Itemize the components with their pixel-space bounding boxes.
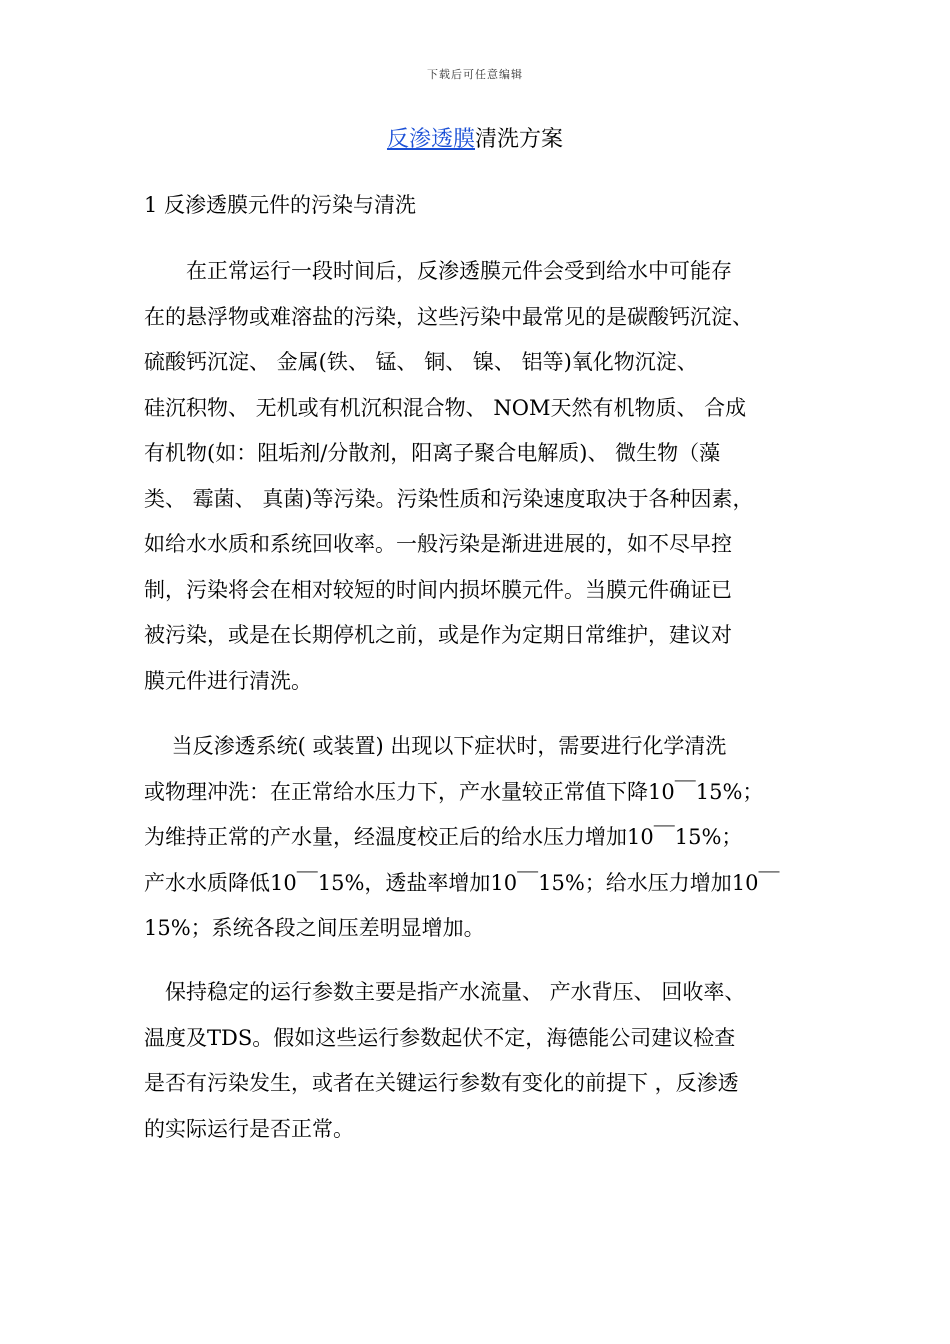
- text-line: 制，污染将会在相对较短的时间内损坏膜元件。当膜元件确证已: [144, 577, 732, 602]
- section-heading: 1 反渗透膜元件的污染与清洗: [144, 193, 417, 217]
- text-line: 当反渗透系统( 或装置) 出现以下症状时，需要进行化学清洗: [144, 734, 727, 758]
- text-line: 的实际运行是否正常。: [144, 1116, 354, 1141]
- text-line: 膜元件进行清洗。: [144, 668, 312, 693]
- text-line: 在正常运行一段时间后，反渗透膜元件会受到给水中可能存: [144, 259, 732, 283]
- text-line: 硅沉积物、 无机或有机沉积混合物、 NOM天然有机物质、 合成: [144, 395, 747, 420]
- text-line: 15%；系统各段之间压差明显增加。: [144, 916, 485, 940]
- text-line: 保持稳定的运行参数主要是指产水流量、 产水背压、 回收率、: [144, 980, 746, 1004]
- page-header: 下载后可任意编辑: [427, 68, 523, 81]
- text-line: 类、 霉菌、 真菌)等污染。污染性质和污染速度取决于各种因素，: [144, 486, 754, 511]
- paragraph-fouling-overview: [144, 249, 812, 704]
- paragraph-cleaning-symptoms: [144, 724, 812, 952]
- text-line: 是否有污染发生，或者在关键运行参数有变化的前提下 ，反渗透: [144, 1071, 739, 1095]
- document-title: [0, 122, 950, 153]
- text-line: 被污染，或是在长期停机之前，或是作为定期日常维护，建议对: [144, 623, 732, 647]
- text-line: 或物理冲洗：在正常给水压力下，产水量较正常值下降10￣15%；: [144, 779, 764, 804]
- text-line: 有机物(如：阻垢剂/分散剂，阳离子聚合电解质)、 微生物（藻: [144, 441, 721, 465]
- text-line: 在的悬浮物或难溶盐的污染，这些污染中最常见的是碳酸钙沉淀、: [144, 304, 753, 329]
- text-line: 硫酸钙沉淀、 金属(铁、 锰、 铜、 镍、 铝等)氧化物沉淀、: [144, 350, 698, 374]
- paragraph-operating-parameters: [144, 970, 812, 1152]
- text-line: 如给水水质和系统回收率。一般污染是渐进进展的，如不尽早控: [144, 532, 732, 556]
- text-line: 温度及TDS。假如这些运行参数起伏不定，海德能公司建议检查: [144, 1025, 736, 1050]
- title-link[interactable]: 反渗透膜: [386, 127, 475, 152]
- title-rest: 清洗方案: [475, 127, 564, 152]
- text-line: 产水水质降低10￣15%，透盐率增加10￣15%；给水压力增加10￣: [144, 870, 780, 895]
- text-line: 为维持正常的产水量，经温度校正后的给水压力增加10￣15%；: [144, 825, 743, 849]
